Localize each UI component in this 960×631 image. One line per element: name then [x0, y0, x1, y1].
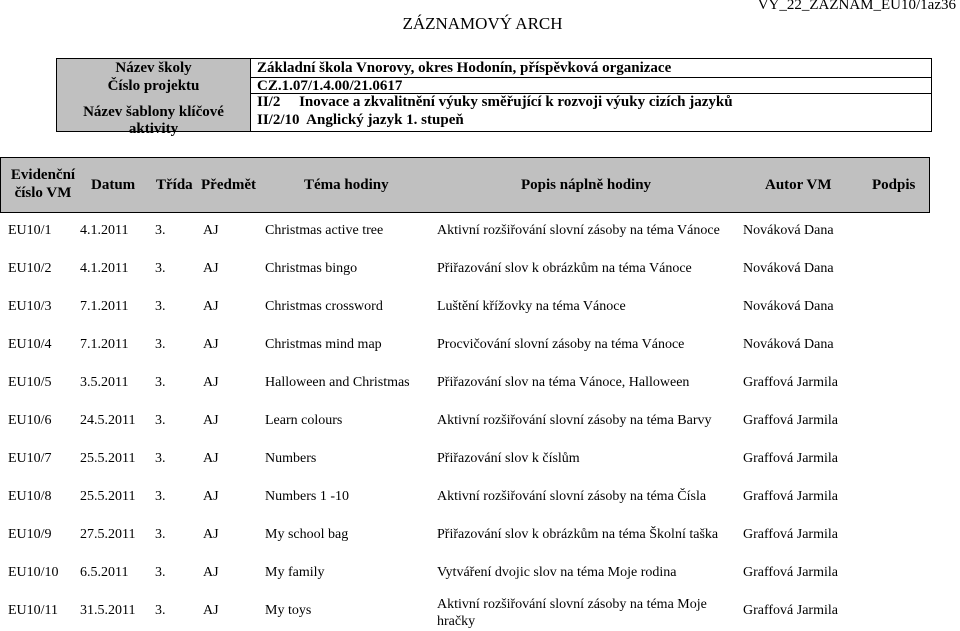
template-label: Název šablony klíčové aktivity: [83, 104, 224, 137]
record-class: 3.: [155, 375, 166, 390]
record-author: Graffová Jarmila: [743, 375, 838, 390]
record-topic: Learn colours: [265, 413, 343, 428]
record-author: Graffová Jarmila: [743, 603, 838, 618]
record-author: Graffová Jarmila: [743, 413, 838, 428]
record-id: EU10/5: [8, 375, 52, 390]
record-description: Přiřazování slov na téma Vánoce, Halloween: [437, 375, 690, 390]
record-date: 4.1.2011: [80, 223, 129, 238]
record-description: Aktivní rozšiřování slovní zásoby na téma Barvy: [437, 413, 712, 428]
record-id: EU10/9: [8, 527, 52, 542]
header-topic: Téma hodiny: [304, 177, 389, 193]
record-description: Luštění křížovky na téma Vánoce: [437, 299, 626, 314]
record-subject: AJ: [203, 603, 219, 618]
record-description: Přiřazování slov k obrázkům na téma Vánoce: [437, 261, 692, 276]
record-author: Graffová Jarmila: [743, 565, 838, 580]
record-id: EU10/10: [8, 565, 59, 580]
school-label: Název školy: [115, 60, 192, 76]
table-row: [0, 365, 960, 403]
record-author: Nováková Dana: [743, 337, 834, 352]
header-subject: Předmět: [201, 177, 256, 193]
record-date: 25.5.2011: [80, 489, 136, 504]
record-subject: AJ: [203, 489, 219, 504]
record-date: 24.5.2011: [80, 413, 136, 428]
record-class: 3.: [155, 337, 166, 352]
record-date: 6.5.2011: [80, 565, 129, 580]
record-author: Graffová Jarmila: [743, 451, 838, 466]
records-header: [0, 157, 930, 213]
table-row: [0, 479, 960, 517]
record-topic: Numbers: [265, 451, 317, 466]
record-description: Aktivní rozšiřování slovní zásoby na téma Vánoce: [437, 223, 720, 238]
table-row: [0, 403, 960, 441]
template-value-1: II/2 Inovace a zkvalitnění výuky směřující k rozvoji výuky cizích jazyků: [257, 94, 733, 110]
record-description: Přiřazování slov k číslům: [437, 451, 580, 466]
record-id: EU10/4: [8, 337, 52, 352]
project-label: Číslo projektu: [107, 78, 200, 94]
record-class: 3.: [155, 451, 166, 466]
table-row: [0, 555, 960, 593]
header-author: Autor VM: [765, 177, 832, 193]
record-subject: AJ: [203, 223, 219, 238]
table-row: [0, 441, 960, 479]
record-subject: AJ: [203, 261, 219, 276]
record-author: Graffová Jarmila: [743, 527, 838, 542]
record-subject: AJ: [203, 565, 219, 580]
record-author: Nováková Dana: [743, 223, 834, 238]
project-value: CZ.1.07/1.4.00/21.0617: [257, 78, 403, 94]
header-signature: Podpis: [872, 177, 916, 193]
table-row: [0, 213, 960, 251]
record-class: 3.: [155, 489, 166, 504]
document-code: VY_22_ZAZNAM_EU10/1az36: [757, 0, 956, 13]
record-topic: My toys: [265, 603, 312, 618]
record-topic: My family: [265, 565, 325, 580]
record-author: Graffová Jarmila: [743, 489, 838, 504]
record-topic: My school bag: [265, 527, 349, 542]
project-info-table: [56, 58, 932, 137]
record-id: EU10/11: [8, 603, 59, 618]
record-date: 7.1.2011: [80, 337, 129, 352]
record-date: 25.5.2011: [80, 451, 136, 466]
header-class: Třída: [156, 177, 193, 193]
record-date: 27.5.2011: [80, 527, 136, 542]
record-class: 3.: [155, 603, 166, 618]
record-subject: AJ: [203, 299, 219, 314]
table-row: [0, 593, 960, 631]
table-row: [0, 517, 960, 555]
info-labels: [57, 59, 251, 137]
record-author: Nováková Dana: [743, 261, 834, 276]
record-author: Nováková Dana: [743, 299, 834, 314]
record-description: Aktivní rozšiřování slovní zásoby na téma Moje hračky: [437, 597, 707, 629]
template-value-2: II/2/10 Anglický jazyk 1. stupeň: [257, 112, 464, 128]
document-title: ZÁZNAMOVÝ ARCH: [402, 14, 563, 33]
record-subject: AJ: [203, 413, 219, 428]
table-row: [0, 251, 960, 289]
record-description: Procvičování slovní zásoby na téma Vánoce: [437, 337, 685, 352]
record-subject: AJ: [203, 375, 219, 390]
record-description: Aktivní rozšiřování slovní zásoby na téma Čísla: [437, 489, 707, 504]
header-evidence: Evidenční číslo VM: [10, 167, 76, 201]
record-topic: Halloween and Christmas: [265, 375, 410, 390]
record-subject: AJ: [203, 527, 219, 542]
header-date: Datum: [91, 177, 136, 193]
record-date: 31.5.2011: [80, 603, 136, 618]
record-id: EU10/8: [8, 489, 52, 504]
school-value: Základní škola Vnorovy, okres Hodonín, příspěvková organizace: [257, 60, 672, 76]
record-id: EU10/2: [8, 261, 52, 276]
record-class: 3.: [155, 527, 166, 542]
record-class: 3.: [155, 413, 166, 428]
record-id: EU10/6: [8, 413, 52, 428]
record-date: 7.1.2011: [80, 299, 129, 314]
info-values: [251, 59, 931, 131]
record-subject: AJ: [203, 451, 219, 466]
record-topic: Christmas crossword: [265, 299, 383, 314]
record-class: 3.: [155, 223, 166, 238]
record-topic: Christmas mind map: [265, 337, 382, 352]
record-topic: Numbers 1 -10: [265, 489, 349, 504]
record-topic: Christmas bingo: [265, 261, 358, 276]
record-description: Přiřazování slov k obrázkům na téma Školní taška: [437, 527, 719, 542]
record-description: Vytváření dvojic slov na téma Moje rodina: [437, 565, 677, 580]
record-class: 3.: [155, 299, 166, 314]
record-class: 3.: [155, 565, 166, 580]
record-date: 4.1.2011: [80, 261, 129, 276]
header-description: Popis náplně hodiny: [521, 177, 652, 193]
table-row: [0, 289, 960, 327]
record-id: EU10/1: [8, 223, 52, 238]
record-subject: AJ: [203, 337, 219, 352]
table-row: [0, 327, 960, 365]
record-topic: Christmas active tree: [265, 223, 384, 238]
record-id: EU10/3: [8, 299, 52, 314]
record-class: 3.: [155, 261, 166, 276]
record-id: EU10/7: [8, 451, 52, 466]
record-date: 3.5.2011: [80, 375, 129, 390]
